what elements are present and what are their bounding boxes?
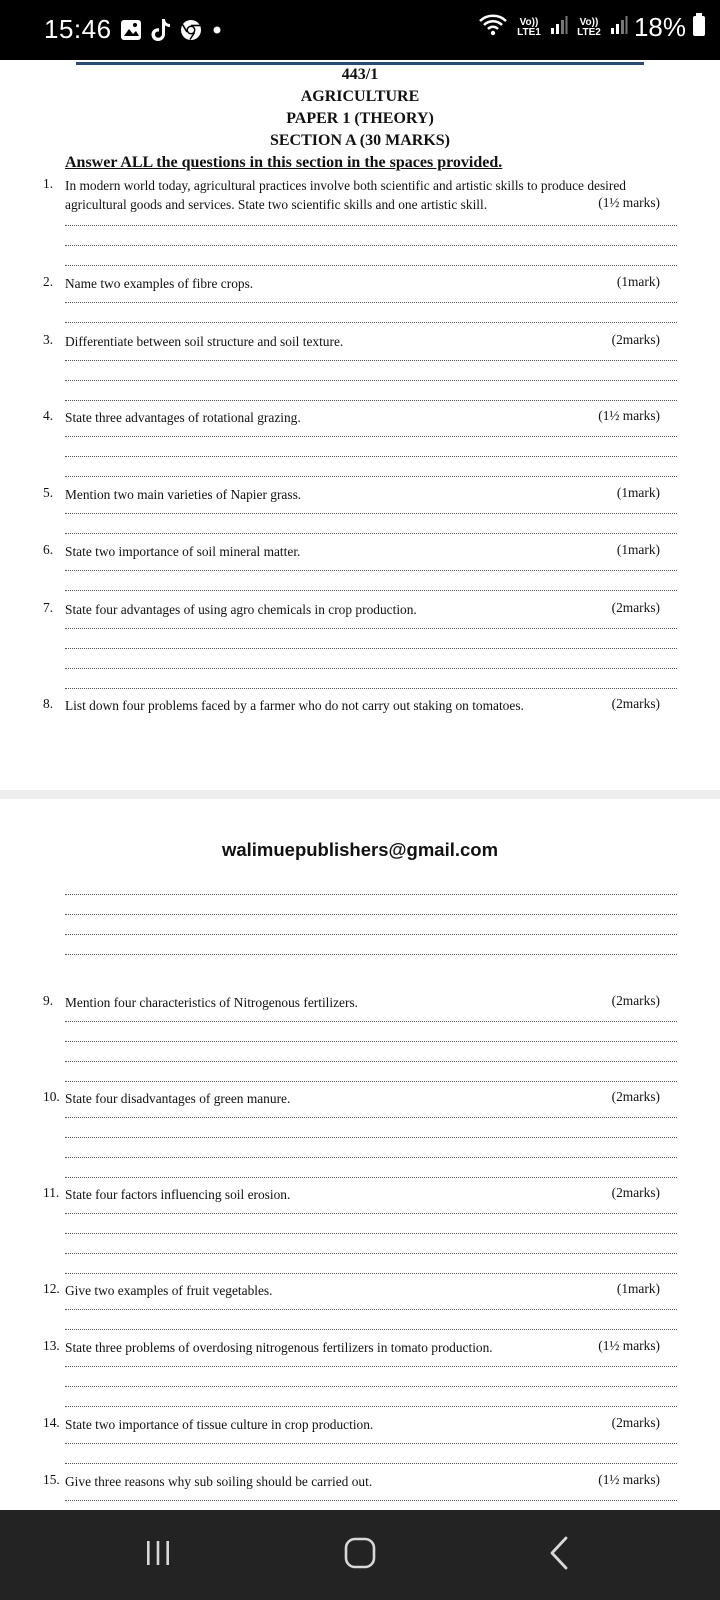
question-marks: (1½ marks) (598, 1472, 660, 1487)
back-icon (545, 1536, 575, 1575)
answer-line (65, 1463, 677, 1464)
answer-line (65, 225, 677, 226)
answer-line (65, 360, 677, 361)
home-icon (343, 1536, 377, 1575)
status-bar (0, 0, 720, 60)
question-text: State four factors influencing soil erosion. (65, 1187, 291, 1202)
answer-line (65, 648, 677, 649)
answer-line (65, 954, 677, 955)
answer-line (65, 668, 677, 669)
answer-line (65, 1041, 677, 1042)
question-text: Give three reasons why sub soiling should be carried out. (65, 1474, 373, 1489)
tiktok-icon (150, 18, 172, 47)
dot-icon (210, 23, 224, 42)
paper-title: PAPER 1 (THEORY) (286, 110, 434, 127)
answer-line (65, 1177, 677, 1178)
answer-line (65, 1273, 677, 1274)
question-text: Give two examples of fruit vegetables. (65, 1283, 273, 1298)
answer-line (65, 1443, 677, 1444)
paper-code: 443/1 (341, 66, 379, 83)
recent-apps-button[interactable] (128, 1532, 188, 1578)
answer-line (65, 1500, 677, 1501)
subject-title: AGRICULTURE (300, 88, 420, 105)
question-marks: (1mark) (616, 1281, 660, 1296)
answer-line (65, 1329, 677, 1330)
question-marks: (2marks) (611, 696, 660, 711)
question-number: 9. (43, 993, 54, 1008)
back-button[interactable] (530, 1532, 590, 1578)
answer-line (65, 1386, 677, 1387)
question-number: 14. (43, 1415, 60, 1430)
answer-line (65, 1213, 677, 1214)
question-marks: (1½ marks) (598, 1338, 660, 1353)
sim2-label: Vo)) LTE2 (577, 16, 601, 38)
question-text: Mention four characteristics of Nitrogenous fertilizers. (65, 995, 359, 1010)
question-marks: (1mark) (616, 542, 660, 557)
question-text: State four disadvantages of green manure. (65, 1091, 291, 1106)
question-marks: (2marks) (611, 332, 660, 347)
question-number: 13. (43, 1338, 60, 1353)
chrome-icon (180, 19, 202, 46)
recent-apps-icon (143, 1538, 173, 1573)
question-text: State three advantages of rotational grazing. (65, 410, 301, 425)
navigation-bar (0, 1510, 720, 1600)
question-text: Name two examples of fibre crops. (65, 276, 254, 291)
answer-line (65, 1137, 677, 1138)
answer-line (65, 380, 677, 381)
header-rule (76, 62, 644, 65)
question-number: 10. (43, 1089, 60, 1104)
answer-line (65, 934, 677, 935)
answer-line (65, 436, 677, 437)
question-number: 7. (43, 600, 54, 615)
answer-line (65, 688, 677, 689)
question-text: In modern world today, agricultural practices involve both scientific and artistic skills to produce desired agricultural goods and services. State two scientific skills and one artistic skill. (65, 178, 627, 212)
question-text: Differentiate between soil structure and soil texture. (65, 334, 344, 349)
answer-line (65, 894, 677, 895)
answer-line (65, 1309, 677, 1310)
question-number: 12. (43, 1281, 60, 1296)
question-number: 15. (43, 1472, 60, 1487)
question-text: List down four problems faced by a farmer who do not carry out staking on tomatoes. (65, 698, 524, 713)
question-number: 11. (43, 1185, 60, 1200)
answer-line (65, 513, 677, 514)
answer-line (65, 1233, 677, 1234)
document-page-1 (0, 60, 720, 790)
notification-icons (120, 18, 224, 47)
question-number: 8. (43, 696, 54, 711)
question-marks: (2marks) (611, 1089, 660, 1104)
answer-line (65, 1157, 677, 1158)
question-marks: (2marks) (611, 1415, 660, 1430)
answer-line (65, 570, 677, 571)
question-number: 6. (43, 542, 54, 557)
question-marks: (2marks) (611, 993, 660, 1008)
battery-icon (692, 13, 706, 42)
page-separator (0, 790, 720, 799)
answer-line (65, 1061, 677, 1062)
battery-percent: 18% (633, 12, 686, 42)
publisher-email: walimuepublishers@gmail.com (221, 839, 499, 860)
gallery-icon (120, 19, 142, 46)
instructions: Answer ALL the questions in this section in the spaces provided. (65, 154, 503, 171)
document-page-2 (0, 799, 720, 1510)
answer-line (65, 400, 677, 401)
signal-icon (610, 15, 628, 40)
question-text: State four advantages of using agro chemicals in crop production. (65, 602, 417, 617)
answer-line (65, 245, 677, 246)
answer-line (65, 1253, 677, 1254)
answer-line (65, 1366, 677, 1367)
answer-line (65, 456, 677, 457)
question-marks: (2marks) (611, 1185, 660, 1200)
home-button[interactable] (330, 1532, 390, 1578)
question-marks: (1mark) (616, 274, 660, 289)
answer-line (65, 533, 677, 534)
question-number: 4. (43, 408, 54, 423)
sim1-label: Vo)) LTE1 (517, 16, 541, 38)
question-text: State two importance of soil mineral matter. (65, 544, 301, 559)
signal-icon (550, 15, 568, 40)
question-number: 1. (43, 176, 54, 191)
status-time: 15:46 (44, 14, 112, 44)
question-number: 3. (43, 332, 54, 347)
question-number: 5. (43, 485, 54, 500)
question-text: State three problems of overdosing nitrogenous fertilizers in tomato production. (65, 1340, 493, 1355)
answer-line (65, 302, 677, 303)
answer-line (65, 265, 677, 266)
wifi-icon (478, 12, 508, 43)
answer-line (65, 1081, 677, 1082)
question-marks: (1½ marks) (598, 195, 660, 210)
question-number: 2. (43, 274, 54, 289)
answer-line (65, 914, 677, 915)
answer-line (65, 1021, 677, 1022)
answer-line (65, 628, 677, 629)
question-text: Mention two main varieties of Napier grass. (65, 487, 302, 502)
answer-line (65, 1117, 677, 1118)
section-title: SECTION A (30 MARKS) (269, 132, 451, 149)
system-status (478, 12, 706, 43)
question-text: State two importance of tissue culture in crop production. (65, 1417, 374, 1432)
answer-line (65, 476, 677, 477)
answer-line (65, 1406, 677, 1407)
answer-line (65, 590, 677, 591)
answer-line (65, 322, 677, 323)
question-marks: (1mark) (616, 485, 660, 500)
question-marks: (2marks) (611, 600, 660, 615)
question-marks: (1½ marks) (598, 408, 660, 423)
